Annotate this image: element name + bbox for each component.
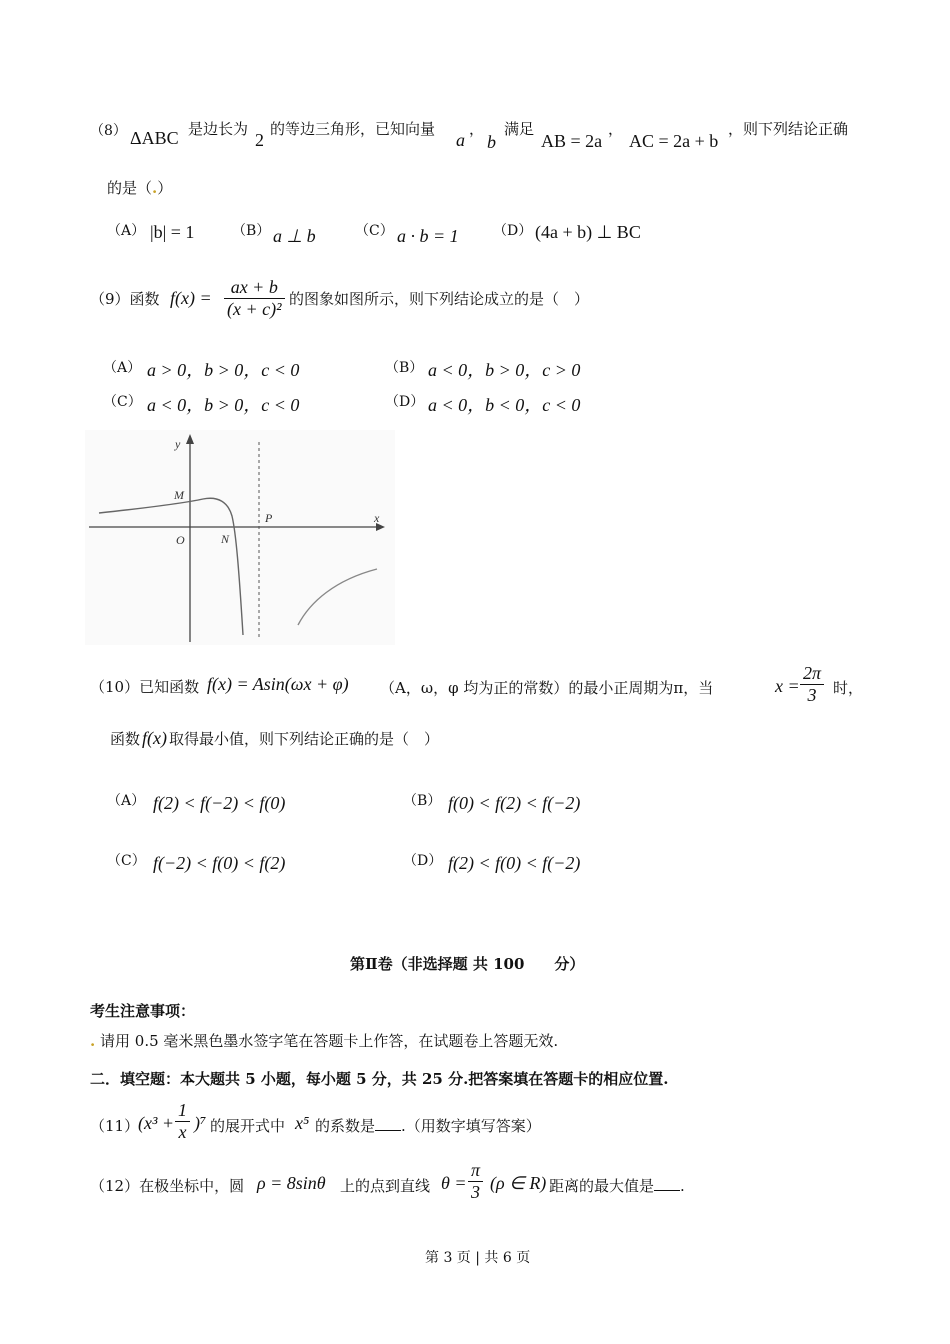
notice-text: . 请用 0.5 毫米黑色墨水签字笔在答题卡上作答，在试题卷上答题无效. xyxy=(90,1032,559,1050)
q8-side: 2 xyxy=(255,130,264,150)
graph-point-p: P xyxy=(265,511,273,525)
part2-title: 第Ⅱ卷（非选择题 共 100 分） xyxy=(350,955,585,973)
graph-y-label: y xyxy=(175,437,181,451)
q9-option-b-label: （B） xyxy=(385,360,424,376)
q8-triangle: ΔABC xyxy=(130,128,179,148)
q8-text-3: 满足 xyxy=(504,120,535,138)
q10-number: （10）已知函数 xyxy=(90,678,200,696)
q12-answer-blank[interactable] xyxy=(654,1176,680,1191)
graph-point-m: M xyxy=(174,488,184,502)
q12-circle: ρ = 8sinθ xyxy=(257,1173,326,1193)
q11-frac-num: 1 xyxy=(175,1100,190,1122)
graph-x-label: x xyxy=(374,511,380,525)
q8-text-2: 的等边三角形，已知向量 xyxy=(270,120,436,138)
q9-tail: 的图象如图所示，则下列结论成立的是（ ） xyxy=(289,290,590,308)
q11-text-2: 的系数是 .（用数字填写答案） xyxy=(315,1117,541,1135)
q9-option-a: a > 0，b > 0，c < 0 xyxy=(147,360,300,380)
q9-option-d-label: （D） xyxy=(385,394,425,410)
q8-comma: ， xyxy=(469,120,485,138)
q8-vector-a: a xyxy=(456,130,465,150)
q10-line-2: 函数 f(x) 取得最小值，则下列结论正确的是（ ） xyxy=(110,728,440,748)
q10-option-d-label: （D） xyxy=(403,853,443,869)
q9-number: （9）函数 xyxy=(90,290,160,308)
graph-background xyxy=(85,430,395,645)
graph-point-n: N xyxy=(221,532,230,546)
q10-fraction xyxy=(800,663,824,706)
q8-option-b: a ⊥ b xyxy=(273,226,316,246)
q8-option-c-label: （C） xyxy=(355,223,394,239)
q8-vector-b: b xyxy=(487,132,496,152)
q12-line: θ = xyxy=(441,1173,467,1193)
q9-fraction xyxy=(224,277,285,320)
q10-option-c-label: （C） xyxy=(107,853,146,869)
q11-number: （11） xyxy=(90,1117,140,1135)
q10-option-d: f(2) < f(0) < f(−2) xyxy=(448,853,581,873)
q9-option-c: a < 0，b > 0，c < 0 xyxy=(147,395,300,415)
page-footer: 第 3 页 | 共 6 页 xyxy=(425,1250,531,1266)
q10-tail: 时， xyxy=(833,679,864,697)
q10-option-b: f(0) < f(2) < f(−2) xyxy=(448,793,581,813)
q9-option-d: a < 0，b < 0，c < 0 xyxy=(428,395,581,415)
q10-option-a: f(2) < f(−2) < f(0) xyxy=(153,793,286,813)
q11-expr-b: )⁷ xyxy=(194,1113,207,1133)
q9-option-b: a < 0，b > 0，c > 0 xyxy=(428,360,581,380)
section-heading: 二．填空题：本大题共 5 小题，每小题 5 分，共 25 分.把答案填在答题卡的相应位置. xyxy=(90,1070,669,1088)
q9-graph xyxy=(85,430,395,645)
q12-condition: (ρ ∈ R) xyxy=(490,1173,547,1193)
q12-number: （12）在极坐标中，圆 xyxy=(90,1177,245,1195)
q8-option-d-label: （D） xyxy=(493,223,533,239)
q10-option-c: f(−2) < f(0) < f(2) xyxy=(153,853,286,873)
q11-frac-den: x xyxy=(178,1122,187,1142)
q8-eq-ac: AC = 2a + b xyxy=(629,131,719,151)
q9-option-a-label: （A） xyxy=(103,360,142,376)
q11-answer-blank[interactable] xyxy=(375,1116,401,1131)
q11-expr-a: (x³ + xyxy=(138,1113,175,1133)
q12-fraction xyxy=(468,1160,483,1203)
q8-eq-ab: AB = 2a xyxy=(541,131,603,151)
q8-option-b-label: （B） xyxy=(232,223,271,239)
q8-option-c: a · b = 1 xyxy=(397,226,459,246)
graph-origin-o: O xyxy=(176,533,185,547)
q11-fraction xyxy=(175,1100,190,1143)
q10-fx: f(x) = Asin(ωx + φ) xyxy=(207,674,349,694)
q8-option-a: |b| = 1 xyxy=(150,222,195,242)
q12-text-1: 上的点到直线 xyxy=(340,1177,431,1195)
notice-title: 考生注意事项： xyxy=(90,1002,196,1020)
q10-frac-num: 2π xyxy=(800,663,824,685)
q8-text-1: 是边长为 xyxy=(188,120,249,138)
q11-text-1: 的展开式中 xyxy=(210,1117,286,1135)
q9-fx: f(x) = xyxy=(170,288,212,308)
q10-frac-den: 3 xyxy=(807,685,817,705)
q8-option-a-label: （A） xyxy=(107,223,146,239)
q10-paren: （A，ω，φ 均为正的常数）的最小正周期为π，当 xyxy=(380,679,714,697)
q8-number: （8） xyxy=(90,123,127,139)
q10-option-a-label: （A） xyxy=(107,793,146,809)
q8-text-4: ，则下列结论正确 xyxy=(728,120,849,138)
q9-numerator: ax + b xyxy=(224,277,285,299)
q10-x-eq: x = xyxy=(775,676,800,696)
q12-text-2: 距离的最大值是 . xyxy=(549,1177,685,1195)
q10-option-b-label: （B） xyxy=(403,793,442,809)
q8-line-2: 的是（.） xyxy=(107,179,173,197)
q9-option-c-label: （C） xyxy=(103,394,142,410)
q8-comma-2: ， xyxy=(608,120,624,138)
q9-denominator: (x + c)² xyxy=(227,299,282,319)
q11-x5: x⁵ xyxy=(295,1113,310,1133)
q12-frac-num: π xyxy=(468,1160,483,1182)
q8-option-d: (4a + b) ⊥ BC xyxy=(535,222,641,242)
q12-frac-den: 3 xyxy=(471,1182,481,1202)
